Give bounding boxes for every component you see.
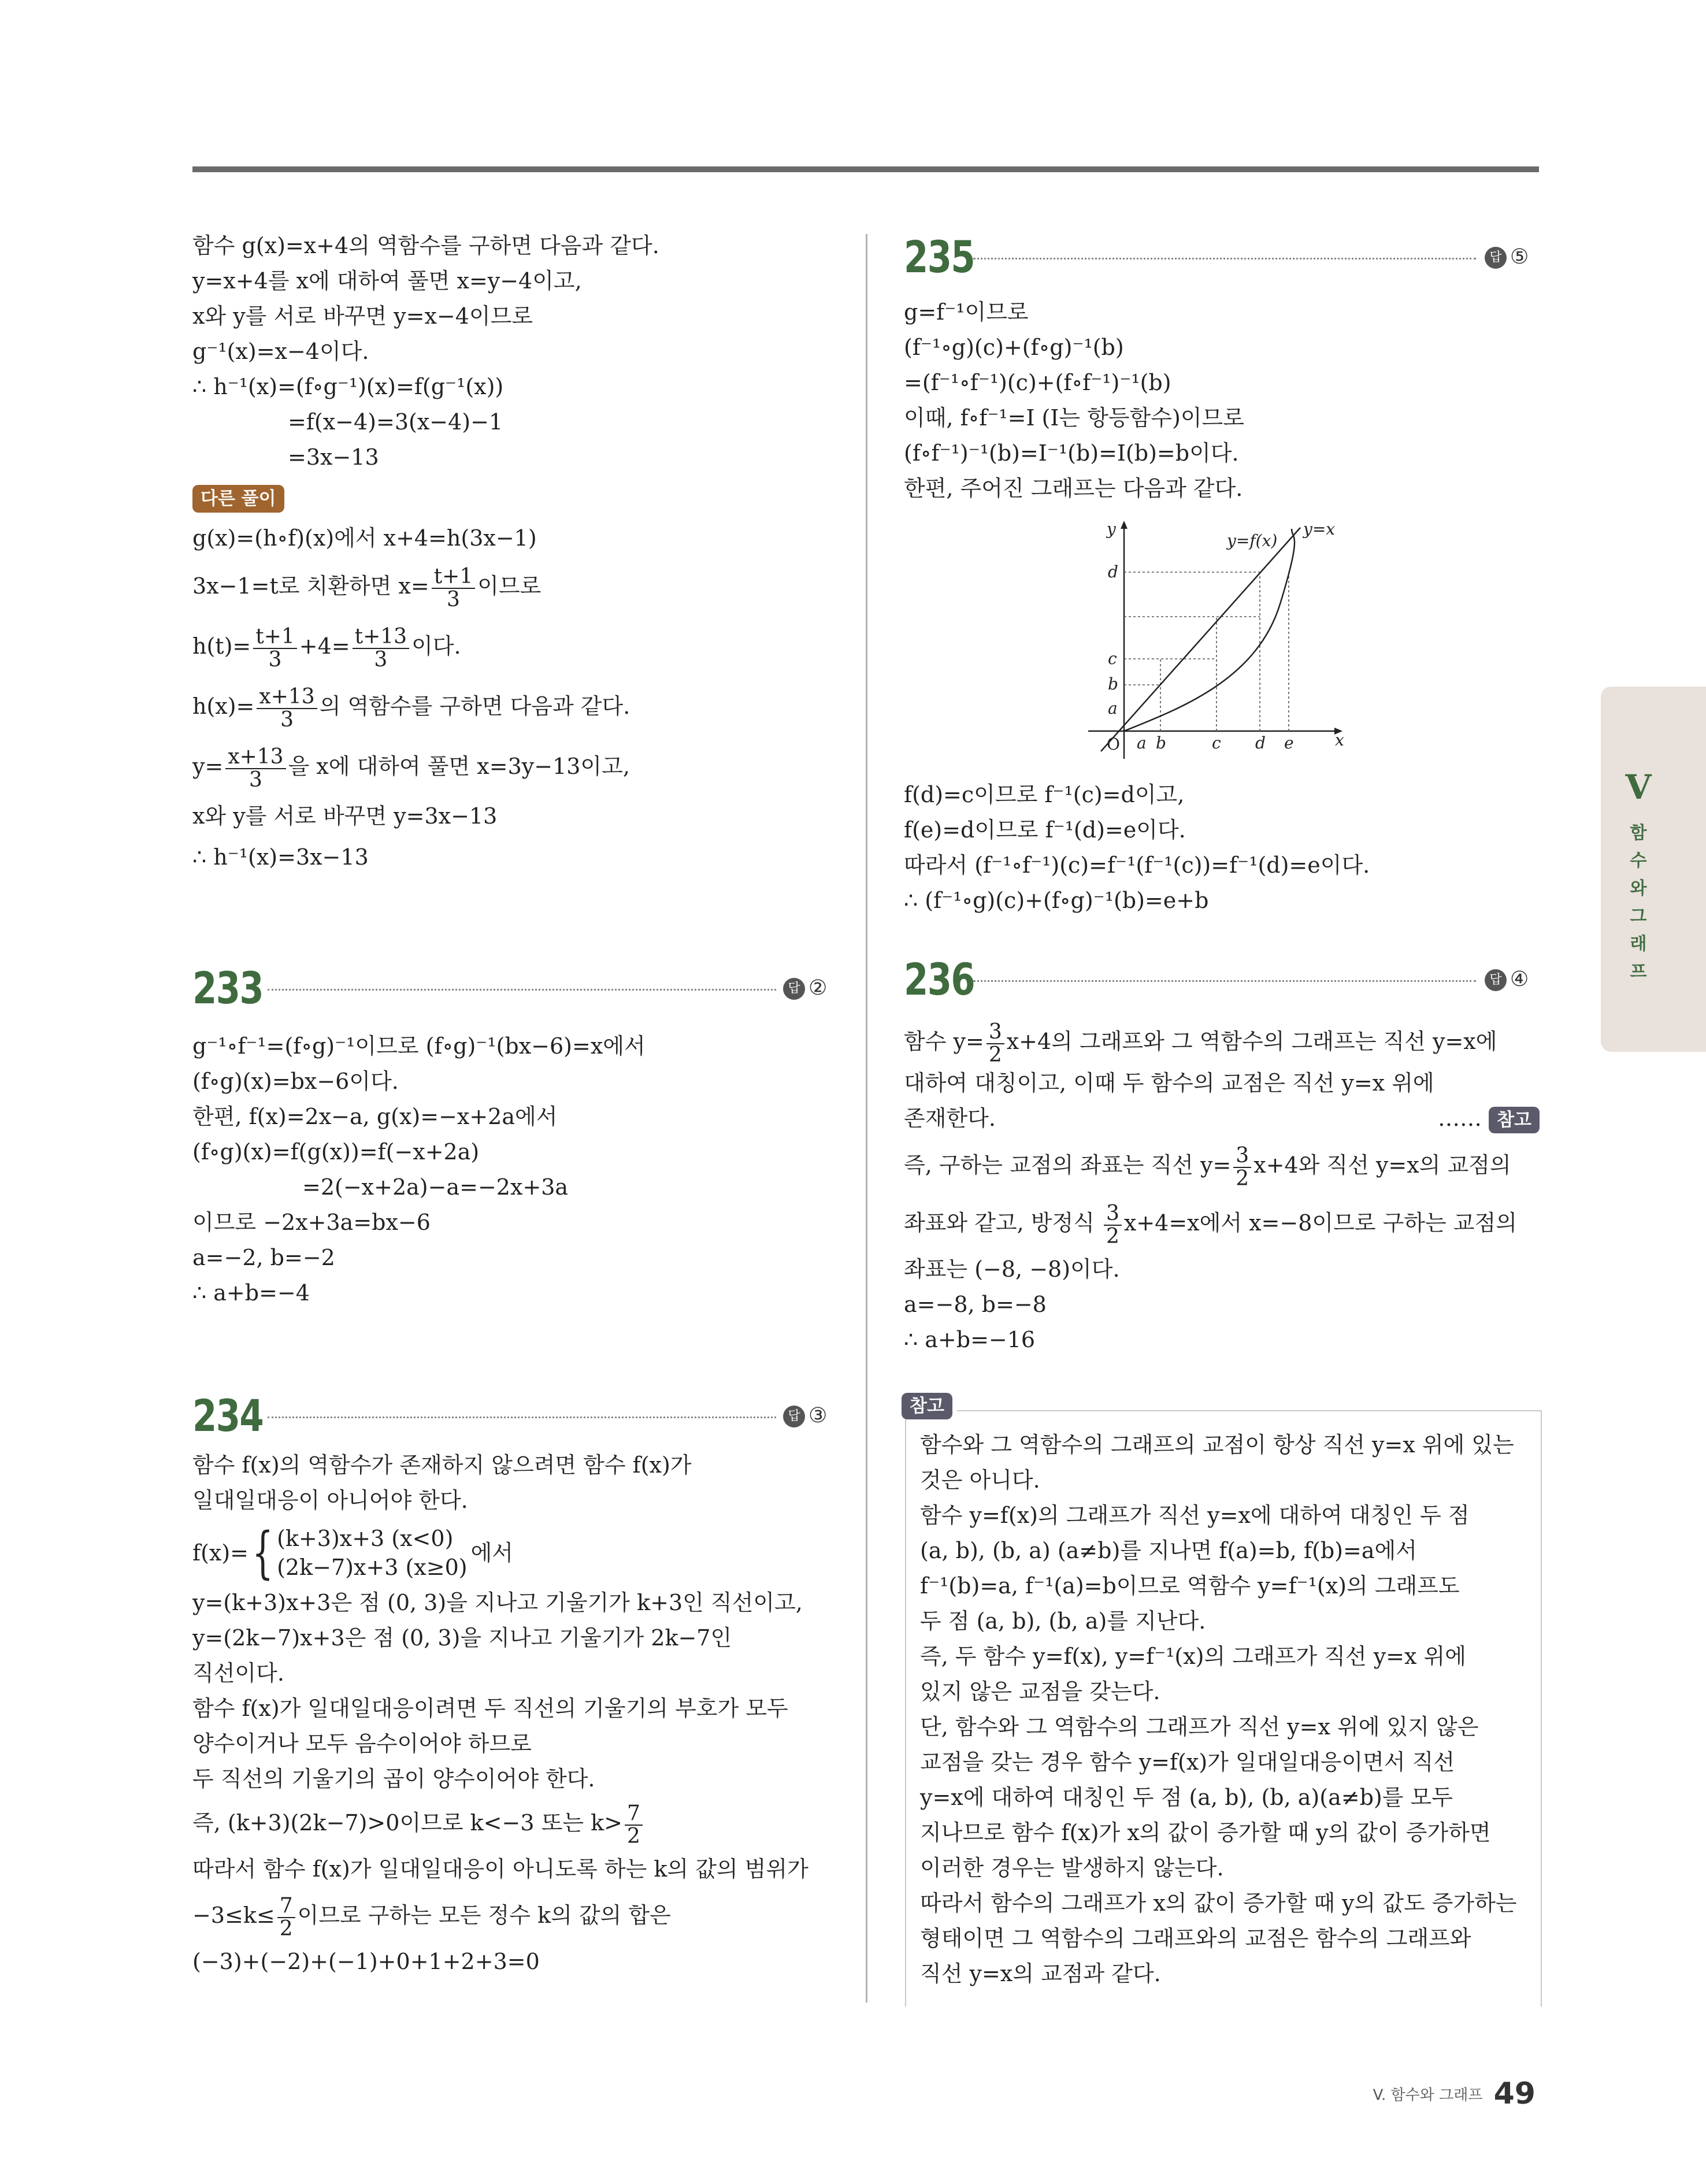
dotted-leader: [973, 258, 1476, 259]
text-line: 직선이다.: [192, 1660, 284, 1686]
text-line: 이러한 경우는 발생하지 않는다.: [920, 1855, 1224, 1881]
text-line: 한편, 주어진 그래프는 다음과 같다.: [904, 476, 1243, 501]
y-tick-label: b: [1108, 674, 1118, 694]
fraction: $\frac{t+1}{3}$: [253, 626, 297, 671]
problem-number: 236: [904, 954, 975, 1005]
text-line: 따라서 (f⁻¹∘f⁻¹)(c)=f⁻¹(f⁻¹(c))=f⁻¹(d)=e이다.: [904, 852, 1370, 878]
text-line: 단, 함수와 그 역함수의 그래프가 직선 y=x 위에 있지 않은: [920, 1714, 1479, 1740]
fraction: $\frac{7}{2}$: [625, 1803, 643, 1848]
text-line: 이므로 −2x+3a=bx−6: [192, 1210, 431, 1235]
text-line: 함수 g(x)=x+4의 역함수를 구하면 다음과 같다.: [192, 233, 659, 258]
text-line: =f(x−4)=3(x−4)−1: [288, 409, 503, 435]
text-line: 존재한다. …… 참고: [904, 1101, 1540, 1136]
text-line: 형태이면 그 역함수의 그래프와의 교점은 함수의 그래프와: [920, 1926, 1471, 1951]
text-line: x와 y를 서로 바꾸면 y=x−4이므로: [192, 303, 533, 329]
problem-number: 233: [192, 962, 264, 1014]
text-line: h(x)= $\frac{x+13}{3}$ 의 역함수를 구하면 다음과 같다.: [192, 684, 631, 732]
solution-233: [192, 1029, 840, 1311]
text-line: f(e)=d이므로 f⁻¹(d)=e이다.: [904, 817, 1186, 843]
text-line: =(f⁻¹∘f⁻¹)(c)+(f∘f⁻¹)⁻¹(b): [904, 370, 1171, 395]
y-tick-label: d: [1108, 562, 1118, 581]
text-line: 것은 아니다.: [920, 1467, 1040, 1493]
text-line: 양수이거나 모두 음수이어야 하므로: [192, 1731, 532, 1756]
answer-mark: 답 ③: [783, 1404, 827, 1427]
x-axis-label: x: [1335, 731, 1344, 750]
line-y-equals-x: [1101, 528, 1300, 751]
text-line: 3x−1=t로 치환하면 x= $\frac{t+1}{3}$ 이므로: [192, 564, 542, 611]
y-axis-arrow-icon: [1121, 521, 1128, 529]
text-line: f(d)=c이므로 f⁻¹(c)=d이고,: [904, 782, 1185, 807]
problem-235-header: [904, 231, 1540, 283]
problem-236-header: [904, 954, 1540, 1006]
x-tick-label: c: [1212, 733, 1221, 752]
reference-badge: 참고: [902, 1393, 952, 1419]
text-line: =2(−x+2a)−a=−2x+3a: [302, 1174, 569, 1200]
text-line: 두 직선의 기울기의 곱이 양수이어야 한다.: [192, 1766, 595, 1792]
text-line: y=(k+3)x+3은 점 (0, 3)을 지나고 기울기가 k+3인 직선이고,: [192, 1590, 803, 1615]
text-line: 따라서 함수의 그래프가 x의 값이 증가할 때 y의 값도 증가하는: [920, 1890, 1517, 1916]
text-line: 좌표와 같고, 방정식 $\frac{3}{2}$ x+4=x에서 x=−8이므로 구하는 교점의: [904, 1202, 1517, 1248]
text-line: =3x−13: [288, 444, 379, 470]
text-line: 함수 y=f(x)의 그래프가 직선 y=x에 대하여 대칭인 두 점: [920, 1503, 1470, 1528]
text-line: 이때, f∘f⁻¹=I (I는 항등함수)이므로: [904, 405, 1244, 431]
chapter-number: V: [1625, 767, 1652, 807]
curve-label: y=f(x): [1227, 531, 1278, 550]
answer-mark: 답 ⑤: [1485, 245, 1529, 269]
solution-232-continued: [192, 228, 840, 875]
text-line: 함수 y= $\frac{3}{2}$ x+4의 그래프와 그 역함수의 그래프는 직선 y=x에: [904, 1019, 1497, 1067]
text-line: g=f⁻¹이므로: [904, 299, 1029, 325]
text-line: f⁻¹(b)=a, f⁻¹(a)=b이므로 역함수 y=f⁻¹(x)의 그래프도: [920, 1573, 1460, 1599]
text-line: (f∘g)(x)=bx−6이다.: [192, 1069, 399, 1094]
text-line: ∴ a+b=−4: [192, 1280, 310, 1306]
text-line: a=−8, b=−8: [904, 1292, 1047, 1318]
piecewise-function: f(x)={ (k+3)x+3 (x<0) (2k−7)x+3 (x≥0) 에서: [192, 1521, 513, 1585]
fraction: $\frac{3}{2}$: [1104, 1203, 1122, 1248]
fraction: $\frac{x+13}{3}$: [257, 686, 317, 731]
text-line: ∴ h⁻¹(x)=(f∘g⁻¹)(x)=f(g⁻¹(x)): [192, 374, 504, 399]
text-line: 지나므로 함수 f(x)가 x의 값이 증가할 때 y의 값이 증가하면: [920, 1820, 1491, 1845]
text-line: h(t)= $\frac{t+1}{3}$ +4= $\frac{t+13}{3}$ 이다.: [192, 624, 461, 672]
text-line: (−3)+(−2)+(−1)+0+1+2+3=0: [192, 1949, 540, 1974]
y-tick-label: a: [1108, 699, 1118, 718]
text-line: y=(2k−7)x+3은 점 (0, 3)을 지나고 기울기가 2k−7인: [192, 1625, 732, 1651]
text-line: 직선 y=x의 교점과 같다.: [920, 1961, 1161, 1986]
text-line: a=−2, b=−2: [192, 1245, 335, 1270]
text-line: (f∘f⁻¹)⁻¹(b)=I⁻¹(b)=I(b)=b이다.: [904, 440, 1239, 466]
answer-mark: 답 ④: [1485, 967, 1529, 991]
reference-box-label: [902, 1393, 957, 1419]
reference-badge: 참고: [1489, 1107, 1540, 1133]
problem-number: 235: [904, 231, 975, 283]
dotted-leader: [973, 980, 1476, 982]
text-line: ∴ h⁻¹(x)=3x−13: [192, 844, 369, 870]
reference-text: [920, 1427, 1533, 1992]
chapter-side-tab[interactable]: [1601, 687, 1706, 1052]
text-line: 좌표는 (−8, −8)이다.: [904, 1256, 1120, 1282]
fraction: $\frac{t+1}{3}$: [432, 566, 476, 611]
solution-234: [192, 1448, 840, 1982]
y-tick-label: c: [1108, 649, 1117, 668]
column-divider: [866, 234, 867, 2003]
origin-label: O: [1107, 735, 1120, 754]
text-line: 교점을 갖는 경우 함수 y=f(x)가 일대일대응이면서 직선: [920, 1749, 1455, 1775]
text-line: −3≤k≤ $\frac{7}{2}$ 이므로 구하는 모든 정수 k의 값의 합은: [192, 1893, 671, 1941]
top-rule: [192, 166, 1539, 172]
text-line: 함수 f(x)의 역함수가 존재하지 않으려면 함수 f(x)가: [192, 1452, 692, 1478]
dotted-leader: [268, 1417, 776, 1418]
fraction: $\frac{3}{2}$: [1233, 1145, 1251, 1190]
text-line: y=x에 대하여 대칭인 두 점 (a, b), (b, a)(a≠b)를 모두: [920, 1785, 1453, 1810]
function-graph: [1084, 517, 1349, 766]
text-line: 일대일대응이 아니어야 한다.: [192, 1488, 468, 1513]
text-line: 대하여 대칭이고, 이때 두 함수의 교점은 직선 y=x 위에: [904, 1070, 1434, 1096]
footer-chapter: V. 함수와 그래프: [1373, 2086, 1483, 2104]
fraction: $\frac{3}{2}$: [986, 1021, 1004, 1066]
text-line: 있지 않은 교점을 갖는다.: [920, 1679, 1160, 1704]
text-line: g(x)=(h∘f)(x)에서 x+4=h(3x−1): [192, 525, 537, 551]
text-line: x와 y를 서로 바꾸면 y=3x−13: [192, 803, 498, 829]
x-tick-label: a: [1137, 733, 1147, 752]
page-number: 49: [1493, 2077, 1536, 2111]
text-line: g⁻¹∘f⁻¹=(f∘g)⁻¹이므로 (f∘g)⁻¹(bx−6)=x에서: [192, 1033, 646, 1059]
text-line: (f⁻¹∘g)(c)+(f∘g)⁻¹(b): [904, 335, 1124, 360]
text-line: y=x+4를 x에 대하여 풀면 x=y−4이고,: [192, 268, 582, 294]
text-line: 즉, (k+3)(2k−7)>0이므로 k<−3 또는 k> $\frac{7}{2}$: [192, 1797, 840, 1849]
alt-solution-badge: 다른 풀이: [192, 485, 284, 513]
solution-236: [904, 1017, 1540, 1358]
x-tick-label: e: [1284, 733, 1294, 752]
chapter-title-vertical: 함 수 와 그 래 프: [1630, 823, 1647, 982]
problem-number: 234: [192, 1390, 264, 1441]
dotted-leader: [268, 989, 776, 991]
text-line: (a, b), (b, a) (a≠b)를 지나면 f(a)=b, f(b)=a에서: [920, 1538, 1417, 1563]
text-line: 즉, 두 함수 y=f(x), y=f⁻¹(x)의 그래프가 직선 y=x 위에: [920, 1644, 1466, 1669]
text-line: ∴ a+b=−16: [904, 1327, 1036, 1353]
text-line: y= $\frac{x+13}{3}$ 을 x에 대하여 풀면 x=3y−13이고,: [192, 744, 630, 792]
x-tick-label: d: [1255, 733, 1266, 752]
line-label: y=x: [1303, 520, 1336, 539]
x-tick-label: b: [1156, 733, 1166, 752]
problem-233-header: [192, 962, 843, 1014]
text-line: 즉, 구하는 교점의 좌표는 직선 y= $\frac{3}{2}$ x+4와 직선 y=x의 교점의: [904, 1144, 1511, 1191]
guide-lines: [1124, 572, 1289, 731]
problem-234-header: [192, 1390, 843, 1442]
y-axis-label: y: [1107, 520, 1116, 539]
text-line: 따라서 함수 f(x)가 일대일대응이 아니도록 하는 k의 값의 범위가: [192, 1856, 809, 1882]
text-line: ∴ (f⁻¹∘g)(c)+(f∘g)⁻¹(b)=e+b: [904, 888, 1209, 913]
page-footer: [1373, 2077, 1536, 2111]
text-line: 두 점 (a, b), (b, a)를 지난다.: [920, 1608, 1206, 1634]
solution-235-top: [904, 295, 1540, 506]
text-line: g⁻¹(x)=x−4이다.: [192, 339, 369, 364]
solution-235-bottom: [904, 777, 1540, 918]
text-line: 함수 f(x)가 일대일대응이려면 두 직선의 기울기의 부호가 모두: [192, 1696, 788, 1721]
fraction: $\frac{t+13}{3}$: [353, 626, 409, 671]
answer-mark: 답 ②: [783, 976, 827, 1000]
text-line: 함수와 그 역함수의 그래프의 교점이 항상 직선 y=x 위에 있는: [920, 1432, 1514, 1458]
text-line: 한편, f(x)=2x−a, g(x)=−x+2a에서: [192, 1104, 558, 1129]
fraction: $\frac{7}{2}$: [277, 1895, 295, 1940]
fraction: $\frac{x+13}{3}$: [225, 746, 285, 791]
text-line: (f∘g)(x)=f(g(x))=f(−x+2a): [192, 1139, 480, 1165]
